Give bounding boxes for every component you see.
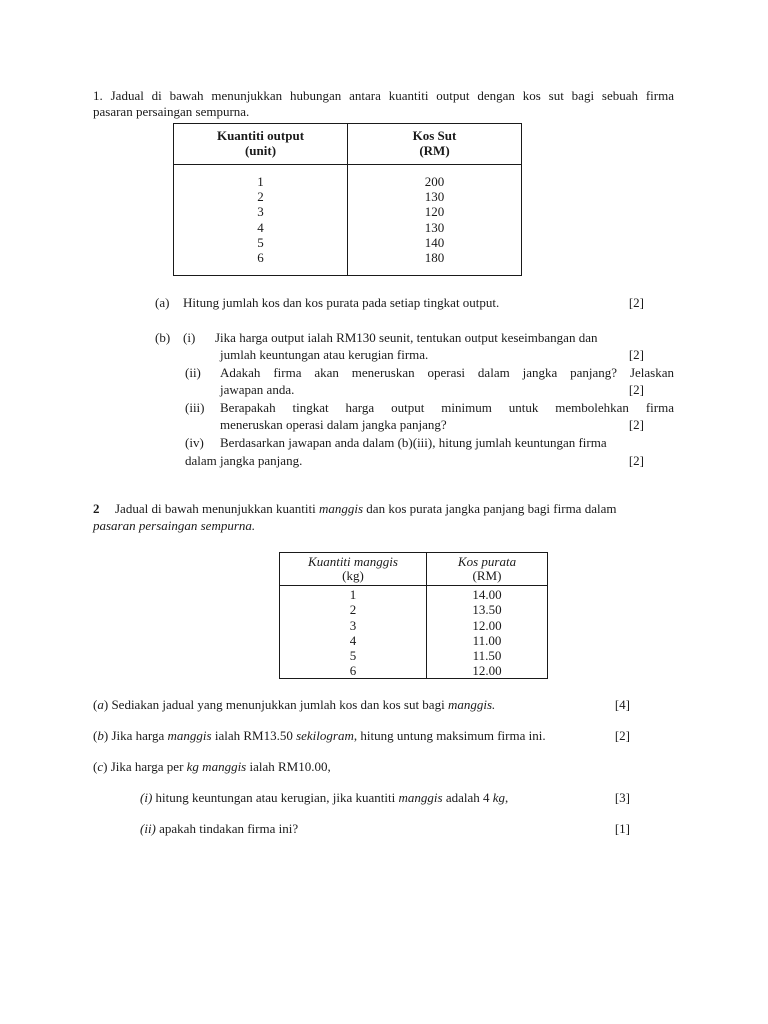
q2-a-text-pre: Sediakan jadual yang menunjukkan jumlah kos dan kos sut bagi <box>111 697 445 712</box>
table-cell: 6 <box>257 250 264 266</box>
q2-c-ii-mark: [1] <box>614 821 630 836</box>
q1-b-i-mark: [2] <box>628 347 644 362</box>
table-cell: 4 <box>257 219 264 235</box>
q1-table-cost-column <box>348 174 521 265</box>
table-cell: 1 <box>349 587 357 602</box>
q1-number: 1. <box>93 88 103 103</box>
q2-intro-line2: pasaran persaingan sempurna. <box>93 518 256 533</box>
table-cell: 12.00 <box>472 663 502 679</box>
q1-b-ii-label: (ii) <box>185 365 201 380</box>
q1-b-i-line1: Jika harga output ialah RM130 seunit, tentukan output keseimbangan dan <box>215 330 598 345</box>
table-cell: 6 <box>349 663 357 679</box>
q1-b-ii-line2: jawapan anda. <box>220 382 295 397</box>
q1-b-ii-line1: Adakah firma akan meneruskan operasi dalam jangka panjang? Jelaskan <box>220 365 674 380</box>
q2-c-ii-label: (ii) <box>140 821 156 836</box>
q2-a-mark: [4] <box>614 697 630 712</box>
q2-a-label: (a) <box>93 697 109 712</box>
table-cell: 11.50 <box>472 648 502 664</box>
q2-table-cost-column <box>427 587 547 679</box>
q2-a <box>93 697 495 713</box>
q2-b: (b) Jika harga manggis ialah RM13.50 sekilogram, hitung untung maksimum firma ini. <box>93 728 546 743</box>
q1-table-header-cost: Kos Sut (RM) <box>412 128 457 158</box>
table-cell: 120 <box>424 204 445 220</box>
q2-table-header-qty: Kuantiti manggis (kg) <box>308 554 398 583</box>
table-cell: 5 <box>257 234 264 250</box>
q1-b-i-label: (i) <box>183 330 196 345</box>
table-cell: 3 <box>349 617 357 633</box>
q1-b-iii-label: (iii) <box>185 400 205 415</box>
q2-c-i: (i) hitung keuntungan atau kerugian, jika kuantiti manggis adalah 4 kg, <box>140 790 509 805</box>
q2-intro-line1 <box>115 501 616 517</box>
table-cell: 130 <box>424 189 445 205</box>
q1-table-header-rule <box>174 164 521 165</box>
q2-b-label: (b) <box>93 728 109 743</box>
table-cell: 180 <box>424 250 445 266</box>
q1-b-iv-line2: dalam jangka panjang. <box>185 453 303 468</box>
q2-table-header-rule <box>280 585 547 586</box>
q1-a-label: (a) <box>155 295 170 310</box>
q2-table-qty-column <box>280 587 426 679</box>
table-cell: 140 <box>424 234 445 250</box>
table-cell: 200 <box>424 174 445 189</box>
table-cell: 2 <box>257 189 264 205</box>
q2-intro-post: dan kos purata jangka panjang bagi firma dalam <box>366 501 617 516</box>
q1-a-mark: [2] <box>628 295 644 310</box>
table-cell: 1 <box>257 174 264 189</box>
q2-b-mark: [2] <box>614 728 630 743</box>
q1-table-header-qty: Kuantiti output (unit) <box>216 128 305 158</box>
table-cell: 11.00 <box>472 632 502 648</box>
q1-intro-text: Jadual di bawah menunjukkan hubungan antara kuantiti output dengan kos sut bagi sebuah firma <box>110 88 675 103</box>
q1-a-text: Hitung jumlah kos dan kos purata pada setiap tingkat output. <box>183 295 500 310</box>
q2-c-ii: (ii) apakah tindakan firma ini? <box>140 821 299 836</box>
q1-b-iv-mark: [2] <box>628 453 644 468</box>
q1-table <box>173 123 522 276</box>
q1-b-iii-line1: Berapakah tingkat harga output minimum untuk membolehkan firma <box>220 400 674 415</box>
q2-a-text-italic: manggis. <box>447 697 496 712</box>
q1-b-iv-line1: Berdasarkan jawapan anda dalam (b)(iii), hitung jumlah keuntungan firma <box>220 435 607 450</box>
table-cell: 2 <box>349 602 357 618</box>
table-cell: 12.00 <box>472 617 502 633</box>
q1-b-iii-line2: meneruskan operasi dalam jangka panjang? <box>220 417 447 432</box>
q1-intro-line2: pasaran persaingan sempurna. <box>93 104 250 119</box>
q1-b-label: (b) <box>155 330 171 345</box>
q2-table <box>279 552 548 679</box>
table-cell: 5 <box>349 648 357 664</box>
q2-number: 2 <box>93 501 100 516</box>
q2-intro-pre: Jadual di bawah menunjukkan kuantiti <box>115 501 316 516</box>
table-cell: 13.50 <box>472 602 502 618</box>
table-cell: 4 <box>349 632 357 648</box>
q1-b-i-line2: jumlah keuntungan atau kerugian firma. <box>220 347 429 362</box>
q1-intro-line1 <box>93 88 674 104</box>
q2-c-i-mark: [3] <box>614 790 630 805</box>
q2-c-i-label: (i) <box>140 790 153 805</box>
q2-c: (c) Jika harga per kg manggis ialah RM10.00, <box>93 759 331 774</box>
q1-table-qty-column <box>174 174 347 265</box>
q2-c-label: (c) <box>93 759 108 774</box>
q1-b-ii-mark: [2] <box>628 382 644 397</box>
q1-b-iv-label: (iv) <box>185 435 204 450</box>
table-cell: 3 <box>257 204 264 220</box>
table-cell: 130 <box>424 219 445 235</box>
q2-table-header-cost: Kos purata (RM) <box>457 554 517 583</box>
q1-b-iii-mark: [2] <box>628 417 644 432</box>
q2-intro-italic: manggis <box>318 501 364 516</box>
table-cell: 14.00 <box>472 587 502 602</box>
